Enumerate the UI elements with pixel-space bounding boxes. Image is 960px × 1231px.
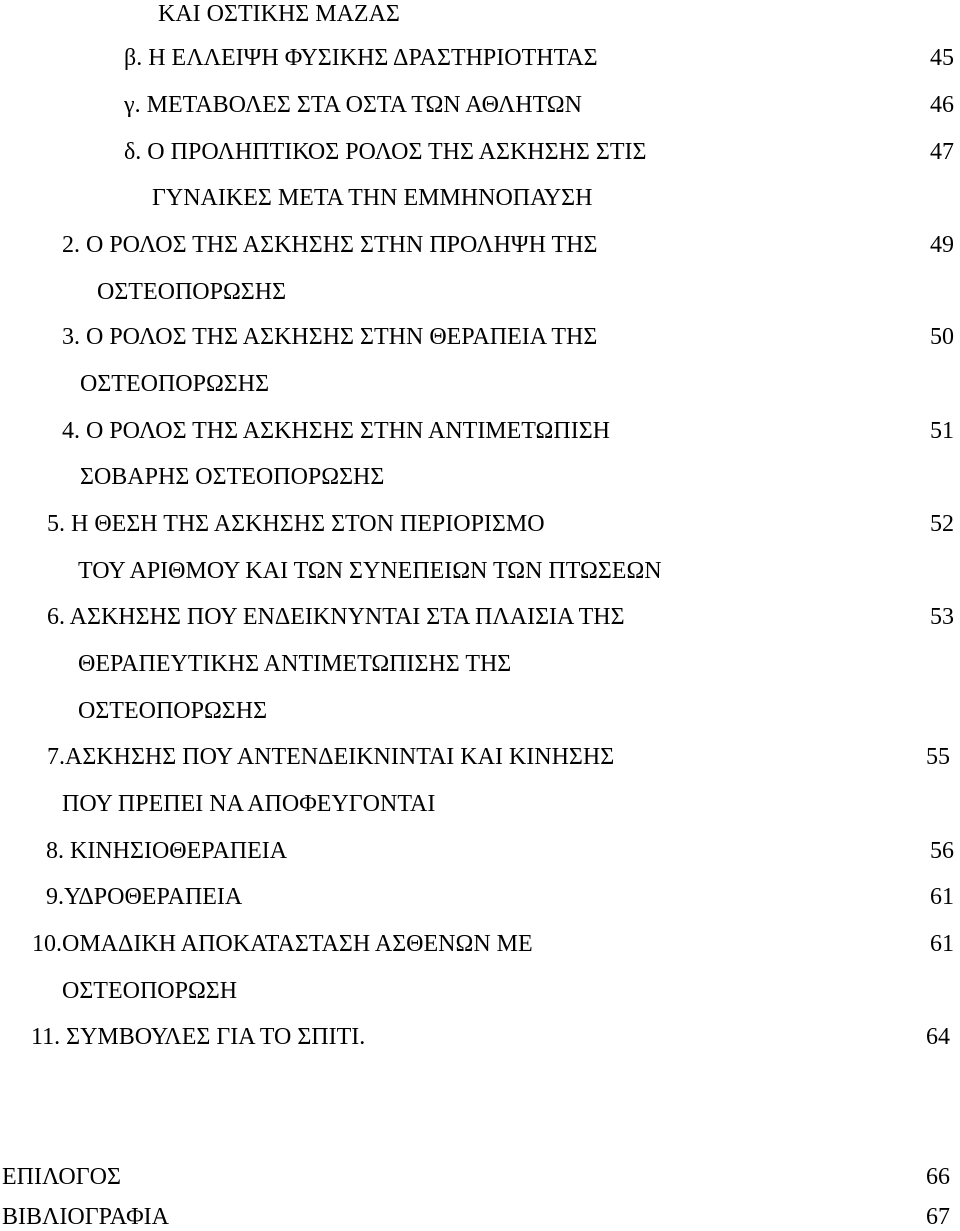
toc-entry-page: 66 [926,1164,950,1190]
toc-entry-text: ΤΟΥ ΑΡΙΘΜΟΥ ΚΑΙ ΤΩΝ ΣΥΝΕΠΕΙΩΝ ΤΩΝ ΠΤΩΣΕΩΝ [78,558,662,584]
toc-entry-page: 49 [930,232,954,258]
toc-entry-text: ΟΣΤΕΟΠΟΡΩΣΗΣ [80,371,270,397]
toc-entry-text: ΓΥΝΑΙΚΕΣ ΜΕΤΑ ΤΗΝ ΕΜΜΗΝΟΠΑΥΣΗ [152,185,593,211]
toc-entry-page: 53 [930,604,954,630]
toc-entry-text: 2. Ο ΡΟΛΟΣ ΤΗΣ ΑΣΚΗΣΗΣ ΣΤΗΝ ΠΡΟΛΗΨΗ ΤΗΣ [62,232,598,258]
toc-entry-text: ΠΟΥ ΠΡΕΠΕΙ ΝΑ ΑΠΟΦΕΥΓΟΝΤΑΙ [62,791,436,817]
toc-entry-text: 5. Η ΘΕΣΗ ΤΗΣ ΑΣΚΗΣΗΣ ΣΤΟΝ ΠΕΡΙΟΡΙΣΜΟ [47,511,545,537]
toc-entry-text: δ. Ο ΠΡΟΛΗΠΤΙΚΟΣ ΡΟΛΟΣ ΤΗΣ ΑΣΚΗΣΗΣ ΣΤΙΣ [124,139,647,165]
toc-entry-text: ΒΙΒΛΙΟΓΡΑΦΙΑ [2,1204,169,1230]
toc-entry-page: 45 [930,45,954,71]
toc-entry-page: 61 [930,931,954,957]
toc-entry-text: β. Η ΕΛΛΕΙΨΗ ΦΥΣΙΚΗΣ ΔΡΑΣΤΗΡΙΟΤΗΤΑΣ [124,45,598,71]
toc-entry-text: ΟΣΤΕΟΠΟΡΩΣΗΣ [78,698,268,724]
toc-entry-text: ΟΣΤΕΟΠΟΡΩΣΗ [62,978,238,1004]
toc-entry-text: 9.ΥΔΡΟΘΕΡΑΠΕΙΑ [46,884,243,910]
toc-entry-page: 47 [930,139,954,165]
toc-entry-page: 51 [930,418,954,444]
toc-entry-text: ΚΑΙ ΟΣΤΙΚΗΣ ΜΑΖΑΣ [158,1,400,27]
toc-entry-page: 67 [926,1204,950,1230]
toc-entry-text: 7.ΑΣΚΗΣΗΣ ΠΟΥ ΑΝΤΕΝΔΕΙΚΝΙΝΤΑΙ ΚΑΙ ΚΙΝΗΣΗΣ [47,744,615,770]
toc-entry-page: 46 [930,92,954,118]
toc-entry-text: 10.ΟΜΑΔΙΚΗ ΑΠΟΚΑΤΑΣΤΑΣΗ ΑΣΘΕΝΩΝ ΜΕ [32,931,533,957]
toc-entry-text: 4. Ο ΡΟΛΟΣ ΤΗΣ ΑΣΚΗΣΗΣ ΣΤΗΝ ΑΝΤΙΜΕΤΩΠΙΣΗ [62,418,610,444]
toc-entry-page: 50 [930,324,954,350]
toc-entry-text: 6. ΑΣΚΗΣΗΣ ΠΟΥ ΕΝΔΕΙΚΝΥΝΤΑΙ ΣΤΑ ΠΛΑΙΣΙΑ ΤΗΣ [47,604,625,630]
toc-entry-text: γ. ΜΕΤΑΒΟΛΕΣ ΣΤΑ ΟΣΤΑ ΤΩΝ ΑΘΛΗΤΩΝ [124,92,582,118]
toc-entry-text: 11. ΣΥΜΒΟΥΛΕΣ ΓΙΑ ΤΟ ΣΠΙΤΙ. [31,1024,366,1050]
toc-entry-text: ΣΟΒΑΡΗΣ ΟΣΤΕΟΠΟΡΩΣΗΣ [80,464,385,490]
toc-entry-text: 8. ΚΙΝΗΣΙΟΘΕΡΑΠΕΙΑ [46,838,288,864]
toc-entry-text: 3. Ο ΡΟΛΟΣ ΤΗΣ ΑΣΚΗΣΗΣ ΣΤΗΝ ΘΕΡΑΠΕΙΑ ΤΗΣ [62,324,598,350]
toc-entry-text: ΘΕΡΑΠΕΥΤΙΚΗΣ ΑΝΤΙΜΕΤΩΠΙΣΗΣ ΤΗΣ [78,651,512,677]
toc-entry-text: ΕΠΙΛΟΓΟΣ [2,1164,121,1190]
toc-entry-page: 61 [930,884,954,910]
toc-entry-page: 64 [926,1024,950,1050]
toc-entry-page: 52 [930,511,954,537]
toc-entry-text: ΟΣΤΕΟΠΟΡΩΣΗΣ [97,279,287,305]
toc-entry-page: 55 [926,744,950,770]
toc-entry-page: 56 [930,838,954,864]
